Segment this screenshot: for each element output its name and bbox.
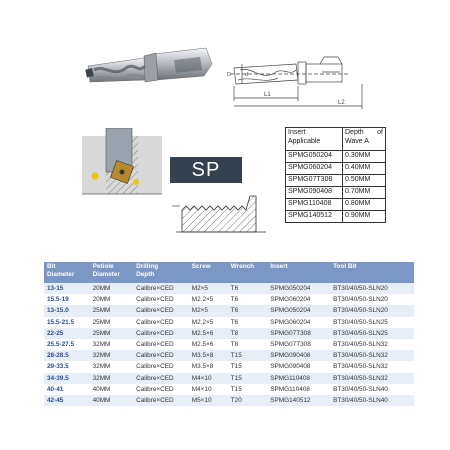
spec-header-line: Drilling (136, 263, 159, 270)
spec-header-cell (330, 262, 414, 283)
spec-table-cell: 32MM (90, 339, 134, 350)
spec-table-cell: 25MM (90, 328, 134, 339)
spec-table-cell: T15 (228, 384, 268, 395)
spec-table-cell: SPMG090408 (267, 361, 330, 372)
wave-profile-illustration (170, 188, 272, 238)
spec-table-cell: M5×10 (189, 395, 228, 406)
wave-depth-cell: 0.40MM (343, 163, 386, 175)
spec-table-cell: Calibre×CED (133, 294, 189, 305)
spec-header-line: Depth (136, 271, 155, 279)
insert-depth-row (286, 163, 386, 175)
insert-code-cell: SPMG07T308 (286, 175, 343, 187)
spec-table-row (44, 317, 414, 328)
spec-table-row (44, 328, 414, 339)
spec-table-cell: BT30/40/50-SLN32 (330, 350, 414, 361)
spec-table-cell: 25MM (90, 317, 134, 328)
depth-of-wave-header (343, 128, 386, 151)
spec-table-cell: BT30/40/50-SLN25 (330, 317, 414, 328)
insert-depth-row (286, 187, 386, 199)
insert-header-line-2: Applicable (288, 137, 321, 145)
spec-table-cell: BT30/40/50-SLN20 (330, 283, 414, 294)
spec-header-cell (133, 262, 189, 283)
spec-table-cell: M2×5 (189, 305, 228, 316)
drill-photo (82, 40, 217, 95)
spec-header-line: Wrench (230, 263, 255, 270)
insert-applicable-header (286, 128, 343, 151)
spec-table-cell: 42-45 (44, 395, 90, 406)
spec-table-cell: Calibre×CED (133, 373, 189, 384)
insert-depth-row (286, 211, 386, 223)
insert-code-cell: SPMG060204 (286, 163, 343, 175)
spec-table-cell: BT30/40/50-SLN40 (330, 384, 414, 395)
insert-code-cell: SPMG140512 (286, 211, 343, 223)
spec-table-cell: BT30/40/50-SLN20 (330, 305, 414, 316)
spec-table-cell: 40MM (90, 395, 134, 406)
spec-table-cell: 25MM (90, 305, 134, 316)
spec-header-line: Diameter (92, 271, 120, 279)
wave-depth-cell: 0.50MM (343, 175, 386, 187)
insert-depth-row (286, 199, 386, 211)
spec-table-row (44, 294, 414, 305)
spec-header-line: Petiole (92, 263, 114, 270)
spec-table-cell: 32MM (90, 361, 134, 372)
spec-table-row (44, 305, 414, 316)
spec-header-row (44, 262, 414, 283)
spec-table-row (44, 384, 414, 395)
l2-label: L2 (338, 100, 345, 106)
spec-table-cell: 34-39.5 (44, 373, 90, 384)
spec-header-line: Screw (191, 263, 211, 270)
spec-table-cell: SPMG07T308 (267, 328, 330, 339)
insert-depth-header-row (286, 128, 386, 151)
spec-table-cell: BT30/40/50-SLN32 (330, 373, 414, 384)
spec-table-cell: SPMG140512 (267, 395, 330, 406)
insert-depth-row (286, 175, 386, 187)
spec-table-cell: 40-41 (44, 384, 90, 395)
spec-table-cell: M2.5×6 (189, 339, 228, 350)
insert-header-line-1: Insert (288, 129, 306, 136)
spec-table-cell: M4×10 (189, 384, 228, 395)
insert-code-cell: SPMG050204 (286, 151, 343, 163)
spec-header-line: Tool Bit (333, 263, 357, 270)
spec-table-cell: T15 (228, 361, 268, 372)
spec-table-cell: SPMG060204 (267, 317, 330, 328)
spec-table-cell: 25.5-27.5 (44, 339, 90, 350)
spec-header-cell (44, 262, 90, 283)
spec-header-cell (90, 262, 134, 283)
spec-table-cell: 20MM (90, 283, 134, 294)
sp-badge (170, 157, 242, 183)
depth-header-word-2: of (377, 129, 383, 136)
spec-table-cell: Calibre×CED (133, 317, 189, 328)
cutting-section-illustration (82, 128, 162, 196)
spec-table-cell: 15.5-21.5 (44, 317, 90, 328)
spec-table-cell: 32MM (90, 350, 134, 361)
spec-table-cell: 15.5-19 (44, 294, 90, 305)
spec-table-cell: T6 (228, 317, 268, 328)
spec-table-cell: M2.2×5 (189, 317, 228, 328)
spec-table-cell: T8 (228, 339, 268, 350)
spec-table-cell: 29-33.5 (44, 361, 90, 372)
spec-header-cell (267, 262, 330, 283)
spec-table-cell: Calibre×CED (133, 305, 189, 316)
spec-table-cell: M2.2×5 (189, 294, 228, 305)
depth-header-word-1: Depth (345, 129, 364, 136)
spec-table-cell: T8 (228, 328, 268, 339)
insert-code-cell: SPMG110408 (286, 199, 343, 211)
wave-depth-cell: 0.80MM (343, 199, 386, 211)
spec-table-cell: SPMG090408 (267, 350, 330, 361)
insert-depth-row (286, 151, 386, 163)
spec-table-cell: BT30/40/50-SLN32 (330, 339, 414, 350)
drill-spec-table (44, 262, 414, 406)
spec-table-cell: SPMG060204 (267, 294, 330, 305)
spec-table-cell: BT30/40/50-SLN32 (330, 361, 414, 372)
spec-table-cell: Calibre×CED (133, 339, 189, 350)
spec-table-cell: 22-25 (44, 328, 90, 339)
spec-table-cell: M3.5×8 (189, 350, 228, 361)
spec-table-cell: 28-28.5 (44, 350, 90, 361)
spec-table-cell: Calibre×CED (133, 361, 189, 372)
insert-depth-table (285, 127, 386, 223)
spec-table-cell: Calibre×CED (133, 350, 189, 361)
spec-table-cell: T6 (228, 283, 268, 294)
spec-table-cell: M4×10 (189, 373, 228, 384)
depth-header-line-2: Wave A (345, 137, 369, 145)
spec-table-cell: Calibre×CED (133, 328, 189, 339)
d-label: D (227, 72, 231, 78)
spec-table-cell: T6 (228, 305, 268, 316)
spec-table-cell: SPMG110408 (267, 384, 330, 395)
spec-header-cell (228, 262, 268, 283)
wave-depth-cell: 0.30MM (343, 151, 386, 163)
l1-label: L1 (264, 92, 271, 98)
insert-depth-body (286, 151, 386, 223)
spec-table-row (44, 350, 414, 361)
spec-table-row (44, 283, 414, 294)
technical-drawing (226, 44, 402, 110)
spec-table-cell: 13-15.0 (44, 305, 90, 316)
spec-table-row (44, 373, 414, 384)
spec-table-row (44, 339, 414, 350)
spec-table-cell: T20 (228, 395, 268, 406)
spec-table-cell: M3.5×8 (189, 361, 228, 372)
insert-code-cell: SPMG090408 (286, 187, 343, 199)
spec-table-cell: Calibre×CED (133, 395, 189, 406)
spec-table-cell: BT30/40/50-SLN40 (330, 395, 414, 406)
spec-table-cell: Calibre×CED (133, 384, 189, 395)
spec-header-line: Diameter (47, 271, 75, 279)
spec-table-cell: BT30/40/50-SLN25 (330, 328, 414, 339)
spec-table-cell: M2.5×6 (189, 328, 228, 339)
spec-table-cell: T15 (228, 373, 268, 384)
spec-table-cell: SPMG050204 (267, 283, 330, 294)
wave-depth-cell: 0.90MM (343, 211, 386, 223)
sp-badge-label: SP (191, 158, 221, 181)
spec-table-cell: 13-15 (44, 283, 90, 294)
spec-table-cell: 40MM (90, 384, 134, 395)
spec-header-line: Bit (47, 263, 56, 270)
spec-table-cell: 20MM (90, 294, 134, 305)
spec-table-cell: SPMG050204 (267, 305, 330, 316)
spec-table-cell: SPMG07T308 (267, 339, 330, 350)
spec-table-row (44, 395, 414, 406)
d1-label: d (245, 72, 249, 78)
spec-table-cell: BT30/40/50-SLN20 (330, 294, 414, 305)
spec-table-cell: T15 (228, 350, 268, 361)
spec-table-cell: M2×5 (189, 283, 228, 294)
spec-table-row (44, 361, 414, 372)
wave-depth-cell: 0.70MM (343, 187, 386, 199)
spec-table-cell: Calibre×CED (133, 283, 189, 294)
spec-header-cell (189, 262, 228, 283)
spec-table-cell: T6 (228, 294, 268, 305)
spec-table-body (44, 283, 414, 406)
spec-table-cell: SPMG110408 (267, 373, 330, 384)
spec-header-line: Insert (270, 263, 288, 270)
spec-table-cell: 32MM (90, 373, 134, 384)
